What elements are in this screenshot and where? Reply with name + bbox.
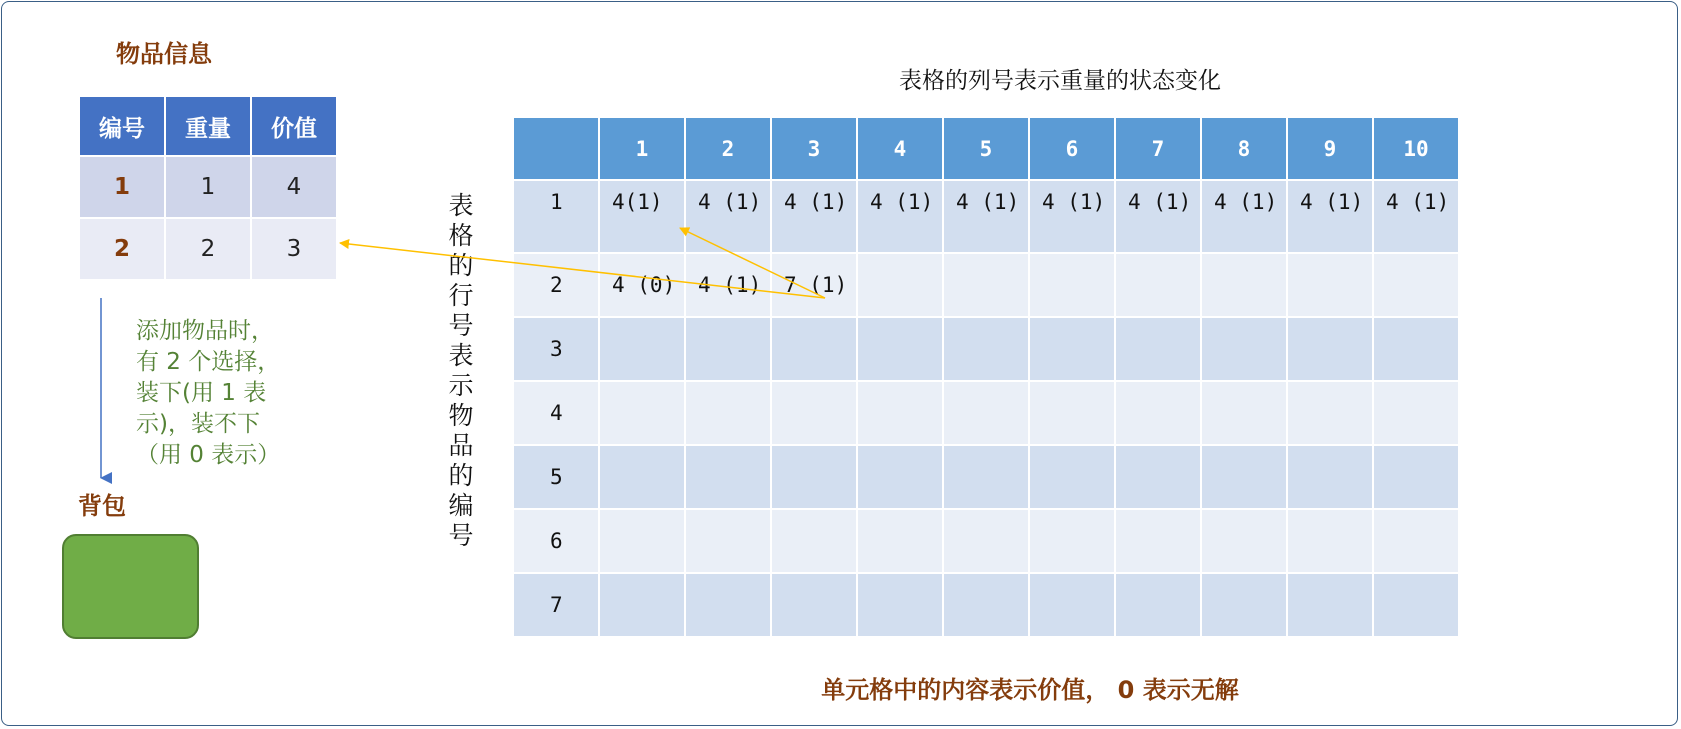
grid-cell: 4 (1) <box>1115 180 1201 253</box>
grid-cell: 4 (1) <box>685 253 771 317</box>
grid-row-label: 7 <box>513 573 599 637</box>
footer-note: 单元格中的内容表示价值， 0 表示无解 <box>821 676 1239 704</box>
grid-col-header: 1 <box>599 117 685 180</box>
row-title: 表格的行号表示物品的编号 <box>448 191 474 550</box>
grid-cell: 7 (1) <box>771 253 857 317</box>
grid-col-header: 2 <box>685 117 771 180</box>
grid-cell: 4 (1) <box>685 180 771 253</box>
grid-col-header: 5 <box>943 117 1029 180</box>
grid-col-header: 9 <box>1287 117 1373 180</box>
grid-row-label: 5 <box>513 445 599 509</box>
grid-col-header: 3 <box>771 117 857 180</box>
item-weight: 2 <box>165 218 251 280</box>
column-title: 表格的列号表示重量的状态变化 <box>899 68 1221 94</box>
items-header-value: 价值 <box>251 96 337 156</box>
grid-cell: 4 (1) <box>771 180 857 253</box>
item-id: 2 <box>79 218 165 280</box>
arrow-to-row1-col1 <box>680 228 825 298</box>
grid-cell: 4 (1) <box>1287 180 1373 253</box>
grid-col-header: 8 <box>1201 117 1287 180</box>
grid-cell: 4 (1) <box>857 180 943 253</box>
grid-cell: 4 (1) <box>1373 180 1459 253</box>
grid-row-label: 3 <box>513 317 599 381</box>
arrow-to-item-2 <box>340 243 825 298</box>
items-header-id: 编号 <box>79 96 165 156</box>
grid-col-header: 10 <box>1373 117 1459 180</box>
grid-row-label: 6 <box>513 509 599 573</box>
item-weight: 1 <box>165 156 251 218</box>
bag-label: 背包 <box>78 492 126 520</box>
grid-cell: 4 (1) <box>1029 180 1115 253</box>
grid-row-label: 4 <box>513 381 599 445</box>
grid-cell: 4(1) <box>599 180 685 253</box>
grid-cell: 4 (1) <box>943 180 1029 253</box>
choice-note: 添加物品时，有 2 个选择，装下(用 1 表示)，装不下（用 0 表示） <box>136 318 281 468</box>
item-id: 1 <box>79 156 165 218</box>
item-value: 4 <box>251 156 337 218</box>
grid-col-header: 4 <box>857 117 943 180</box>
grid-col-header: 6 <box>1029 117 1115 180</box>
items-header-weight: 重量 <box>165 96 251 156</box>
grid-row-label: 1 <box>513 180 599 253</box>
grid-row-label: 2 <box>513 253 599 317</box>
grid-cell: 4 (0) <box>599 253 685 317</box>
grid-col-header: 7 <box>1115 117 1201 180</box>
item-value: 3 <box>251 218 337 280</box>
grid-cell: 4 (1) <box>1201 180 1287 253</box>
items-title: 物品信息 <box>116 40 212 68</box>
